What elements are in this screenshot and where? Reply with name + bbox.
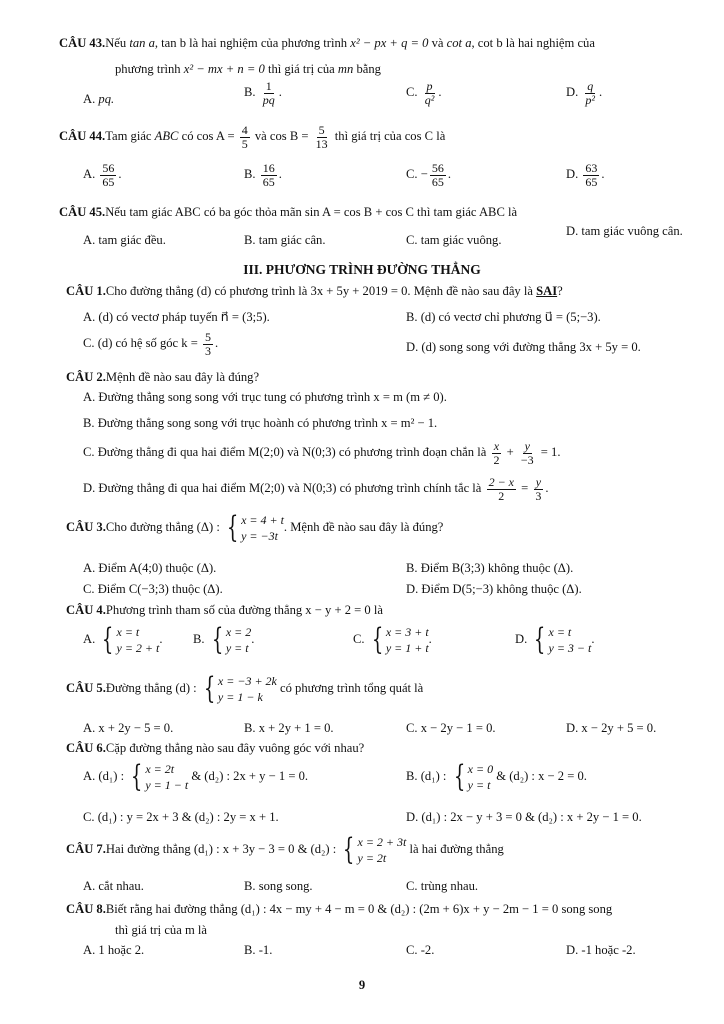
question-8 <box>66 902 612 917</box>
option-a[interactable]: A. Đường thẳng song song với trục tung có phương trình x = m (m ≠ 0). <box>83 390 447 404</box>
option-letter: D. <box>566 84 582 99</box>
option-c[interactable]: C. { x = 3 + t y = 1 + t . <box>353 622 432 658</box>
option-c[interactable]: C. -2. <box>406 943 435 957</box>
option-b[interactable]: B. (d₁) : { x = 0 y = t & (d₂) : x − 2 = 0. <box>406 759 587 795</box>
text: , tan b là hai nghiệm của phương trình <box>154 36 351 50</box>
option-a[interactable]: A. 1 hoặc 2. <box>83 943 145 957</box>
question-text: Biết rằng hai đường thẳng (d₁) : 4x − my + 4 − m = 0 & (d₂) : (2m + 6)x + y − 2m − 1 = 0 song song <box>105 902 613 916</box>
fraction: $\frac{4}{5}$ <box>241 123 248 151</box>
text: thì giá trị của cos C là <box>331 128 446 143</box>
fraction: $\frac{1}{pq}$ <box>262 79 275 107</box>
question-label: CÂU 8. <box>66 902 106 916</box>
option-letter: B. <box>244 84 259 99</box>
option-b[interactable]: B. song song. <box>244 879 313 893</box>
option-a[interactable]: A. { x = t y = 2 + t . <box>83 622 163 658</box>
question-45 <box>59 205 517 220</box>
option-c[interactable]: C. Đường thẳng đi qua hai điểm M(2;0) và N(0;3) có phương trình đoạn chắn là $\frac{x}{2}$ + $\frac{y}{-3}$ = 1. <box>83 439 561 467</box>
question-5: CÂU 5.Đường thẳng (d) : { x = −3 + 2k y = 1 − k có phương trình tổng quát là <box>66 671 424 707</box>
question-label: CÂU 44. <box>59 128 106 143</box>
equation-system: { x = 4 + t y = −3t <box>226 510 284 546</box>
page-number: 9 <box>358 978 366 992</box>
section-title: III. PHƯƠNG TRÌNH ĐƯỜNG THẲNG <box>243 262 481 277</box>
option-d[interactable]: D. x − 2y + 5 = 0. <box>566 721 657 735</box>
option-b[interactable]: B. x + 2y + 1 = 0. <box>244 721 334 735</box>
question-label: CÂU 5. <box>66 681 106 696</box>
option-letter: C. <box>406 84 421 99</box>
option-d[interactable]: D. Đường thẳng đi qua hai điểm M(2;0) và N(0;3) có phương trình chính tắc là $\frac{2 - x}{2}$ = $\frac{y}{3}$ . <box>83 475 549 503</box>
text: thì giá trị của <box>264 62 338 76</box>
question-43-line1 <box>59 36 595 51</box>
option-b[interactable]: B. -1. <box>244 943 273 957</box>
option-a[interactable]: A. $\frac{56}{65}$ . <box>83 161 122 189</box>
text: phương trình <box>115 62 184 76</box>
option-c[interactable]: C. $\frac{p}{\text{q²}}$ . <box>406 79 442 107</box>
option-c[interactable]: C. (d₁) : y = 2x + 3 & (d₂) : 2y = x + 1. <box>83 810 279 824</box>
question-label: CÂU 3. <box>66 520 106 535</box>
question-text: Phương trình tham số của đường thẳng x − y + 2 = 0 là <box>105 603 383 617</box>
text: có cos A = <box>178 128 238 143</box>
text: bằng <box>353 62 381 76</box>
question-1 <box>66 284 563 299</box>
option-c[interactable]: C. − $\frac{56}{65}$ . <box>406 161 451 189</box>
fraction: $\frac{5}{13}$ <box>315 123 328 151</box>
option-b[interactable]: B. (d) có vectơ chỉ phương u⃗ = (5;−3). <box>406 310 601 324</box>
math: ABC <box>154 128 179 143</box>
question-44 <box>59 124 445 150</box>
question-text: Mệnh đề nào sau đây là đúng? <box>105 370 260 384</box>
text: . Mệnh đề nào sau đây là đúng? <box>283 520 444 535</box>
option-a[interactable] <box>83 92 114 107</box>
option-b[interactable]: B. Điểm B(3;3) không thuộc (Δ). <box>406 561 574 575</box>
question-label: CÂU 1. <box>66 284 106 298</box>
option-d[interactable]: D. $\frac{q}{\text{p²}}$ . <box>566 79 603 107</box>
text: và cos B = <box>251 128 312 143</box>
question-43-line2 <box>115 62 381 77</box>
option-a[interactable]: A. cắt nhau. <box>83 879 144 893</box>
text: , cot b là hai nghiệm của <box>471 36 595 50</box>
text: Tam giác <box>105 128 155 143</box>
math: tan a <box>129 36 155 50</box>
question-4 <box>66 603 383 618</box>
option-d[interactable]: D. { x = t y = 3 − t . <box>515 622 595 658</box>
question-text: Nếu tam giác ABC có ba góc thỏa mãn sin A = cos B + cos C thì tam giác ABC là <box>105 205 518 219</box>
text: ? <box>557 284 563 298</box>
option-c[interactable]: C. tam giác vuông. <box>406 233 502 247</box>
option-d[interactable]: D. tam giác vuông cân. <box>566 224 683 238</box>
question-label: CÂU 4. <box>66 603 106 617</box>
question-label: CÂU 45. <box>59 205 106 219</box>
math: x² − px + q = 0 <box>350 36 429 50</box>
option-b[interactable]: B. $\frac{1}{pq}$ . <box>244 79 282 107</box>
fraction: $\frac{p}{\text{q²}}$ <box>424 79 435 107</box>
option-a[interactable]: A. (d₁) : { x = 2t y = 1 − t & (d₂) : 2x + y − 1 = 0. <box>83 759 309 795</box>
option-d[interactable]: D. (d₁) : 2x − y + 3 = 0 & (d₂) : x + 2y − 1 = 0. <box>406 810 642 824</box>
option-c[interactable]: C. trùng nhau. <box>406 879 479 893</box>
math: x² − mx + n = 0 <box>183 62 265 76</box>
option-b[interactable]: B. tam giác cân. <box>244 233 326 247</box>
option-a[interactable]: A. (d) có vectơ pháp tuyến n⃗ = (3;5). <box>83 310 270 324</box>
question-label: CÂU 6. <box>66 741 106 755</box>
text: có phương trình tổng quát là <box>276 681 424 696</box>
text: Đường thẳng (d) : <box>105 681 200 696</box>
question-text: Cặp đường thẳng nào sau đây vuông góc với nhau? <box>105 741 365 755</box>
emphasis: SAI <box>536 284 558 298</box>
text: và <box>428 36 447 50</box>
question-7: CÂU 7.Hai đường thẳng (d₁) : x + 3y − 3 = 0 & (d₂) : { x = 2 + 3t y = 2t là hai đường thẳng <box>66 832 504 868</box>
math: cot a <box>446 36 472 50</box>
option-c[interactable]: C. Điểm C(−3;3) thuộc (Δ). <box>83 582 223 596</box>
text: Hai đường thẳng (d₁) : x + 3y − 3 = 0 & (d₂) : <box>105 842 340 857</box>
text: Cho đường thẳng (Δ) : <box>105 520 223 535</box>
option-c[interactable]: C. x − 2y − 1 = 0. <box>406 721 496 735</box>
option-d[interactable]: D. (d) song song với đường thẳng 3x + 5y = 0. <box>406 340 641 354</box>
question-2 <box>66 370 259 385</box>
option-d[interactable]: D. Điểm D(5;−3) không thuộc (Δ). <box>406 582 582 596</box>
option-letter: A. <box>83 92 99 106</box>
option-a[interactable]: A. tam giác đều. <box>83 233 166 247</box>
math: mn <box>337 62 354 76</box>
fraction: $\frac{q}{\text{p²}}$ <box>585 79 596 107</box>
question-text: Cho đường thẳng (d) có phương trình là 3x + 5y + 2019 = 0. Mệnh đề nào sau đây là <box>105 284 537 298</box>
math: pq. <box>98 92 115 106</box>
question-label: CÂU 7. <box>66 842 106 857</box>
option-a[interactable]: A. Điểm A(4;0) thuộc (Δ). <box>83 561 217 575</box>
text: Nếu <box>105 36 130 50</box>
question-8-line2: thì giá trị của m là <box>115 923 207 937</box>
option-b[interactable]: B. Đường thẳng song song với trục hoành có phương trình x = m² − 1. <box>83 416 438 430</box>
option-d[interactable]: D. $\frac{63}{65}$ . <box>566 161 605 189</box>
option-a[interactable]: A. x + 2y − 5 = 0. <box>83 721 174 735</box>
text: là hai đường thẳng <box>406 842 504 857</box>
question-label: CÂU 2. <box>66 370 106 384</box>
option-b[interactable]: B. $\frac{16}{65}$ . <box>244 161 282 189</box>
question-6 <box>66 741 364 756</box>
option-c[interactable]: C. (d) có hệ số góc k = $\frac{5}{3}$ . <box>83 330 219 358</box>
question-3 <box>66 512 443 544</box>
option-d[interactable]: D. -1 hoặc -2. <box>566 943 636 957</box>
question-label: CÂU 43. <box>59 36 106 50</box>
option-b[interactable]: B. { x = 2 y = t . <box>193 622 255 658</box>
